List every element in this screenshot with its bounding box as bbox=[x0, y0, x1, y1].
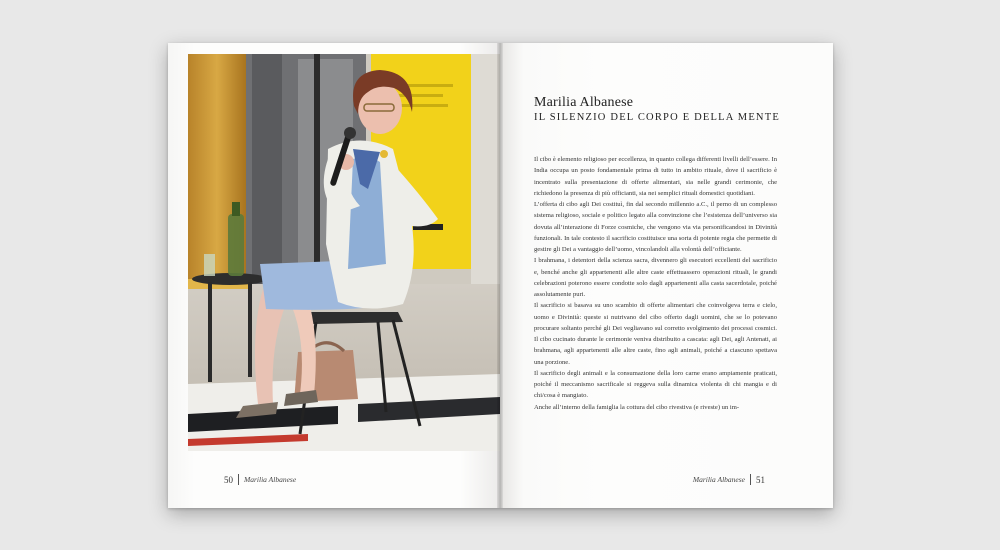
right-page bbox=[500, 43, 833, 508]
left-running-author: Marilia Albanese bbox=[244, 475, 297, 484]
left-page-number: 50 bbox=[224, 474, 233, 485]
right-page-number: 51 bbox=[756, 474, 765, 485]
chapter-body bbox=[534, 154, 777, 413]
body-paragraph: Il sacrificio degli animali e la consumazione della loro carne erano ampiamente praticati, poiché il meccanismo sacrificale si reggeva sulla dinamica violenta di chi mangia e di chi/cosa è mangiato. bbox=[534, 369, 777, 400]
body-paragraph: I brahmana, i detentori della scienza sacra, divennero gli esecutori eccellenti del sacrificio e, benché anche gli appartenenti alle altre caste effettuassero operazioni rituali, le grandi celebrazioni poterono essere condotte solo dagli appartenenti alla casta sacerdotale, poiché assolutamente puri. bbox=[534, 257, 777, 298]
left-folio bbox=[224, 474, 296, 485]
chapter-author: Marilia Albanese bbox=[534, 95, 634, 110]
left-page bbox=[168, 43, 500, 508]
open-book bbox=[168, 43, 833, 508]
right-running-author: Marilia Albanese bbox=[692, 475, 745, 484]
body-paragraph: Anche all’interno della famiglia la cottura del cibo rivestiva (e riveste) un im- bbox=[534, 403, 740, 411]
folio-divider bbox=[238, 474, 239, 485]
folio-divider bbox=[750, 474, 751, 485]
chapter-title: IL SILENZIO DEL CORPO E DELLA MENTE bbox=[534, 112, 780, 123]
body-paragraph: Il cibo è elemento religioso per eccellenza, in quanto collega differenti livelli dell’essere. In India occupa un posto fondamentale prima di tutto in ambito rituale, dove il sacrificio è incentrato sulla presentazione di offerte alimentari, sia nelle grandi cerimonie, che richiedono la presenza di più officianti, sia nei semplici rituali domestici quotidiani. bbox=[534, 156, 777, 197]
speaker-photo bbox=[188, 54, 500, 451]
body-paragraph: Il sacrificio si basava su uno scambio di offerte alimentari che coinvolgeva terra e cielo, uomo e Divinità: queste si nutrivano del cibo offerto dagli uomini, che se lo potevano procurare soltanto perché gli Dei vegliavano sul corretto svolgimento dei processi cosmici. Il cibo cucinato durante le cerimonie veniva distribuito a cascata: agli Dei, agli Antenati, ai brahmana, agli appartenenti alle altre caste, fino agli animali, poiché a ciascuno spettava una porzione. bbox=[534, 302, 777, 366]
right-folio bbox=[693, 474, 765, 485]
body-paragraph: L’offerta di cibo agli Dei costituì, fin dal secondo millennio a.C., il perno di un complesso sistema religioso, sociale e politico legato alla convinzione che l’esistenza dell’universo sia dovuta all’interazione di Forze cosmiche, che vengono via via personificandosi in Divinità funzionali. In tale contesto il sacrificio costituisce una sorta di potente regia che permette di gestire gli Dei a vantaggio dell’uomo, vincolandoli alla volontà dell’officiante. bbox=[534, 201, 777, 253]
book-spine bbox=[497, 43, 503, 508]
